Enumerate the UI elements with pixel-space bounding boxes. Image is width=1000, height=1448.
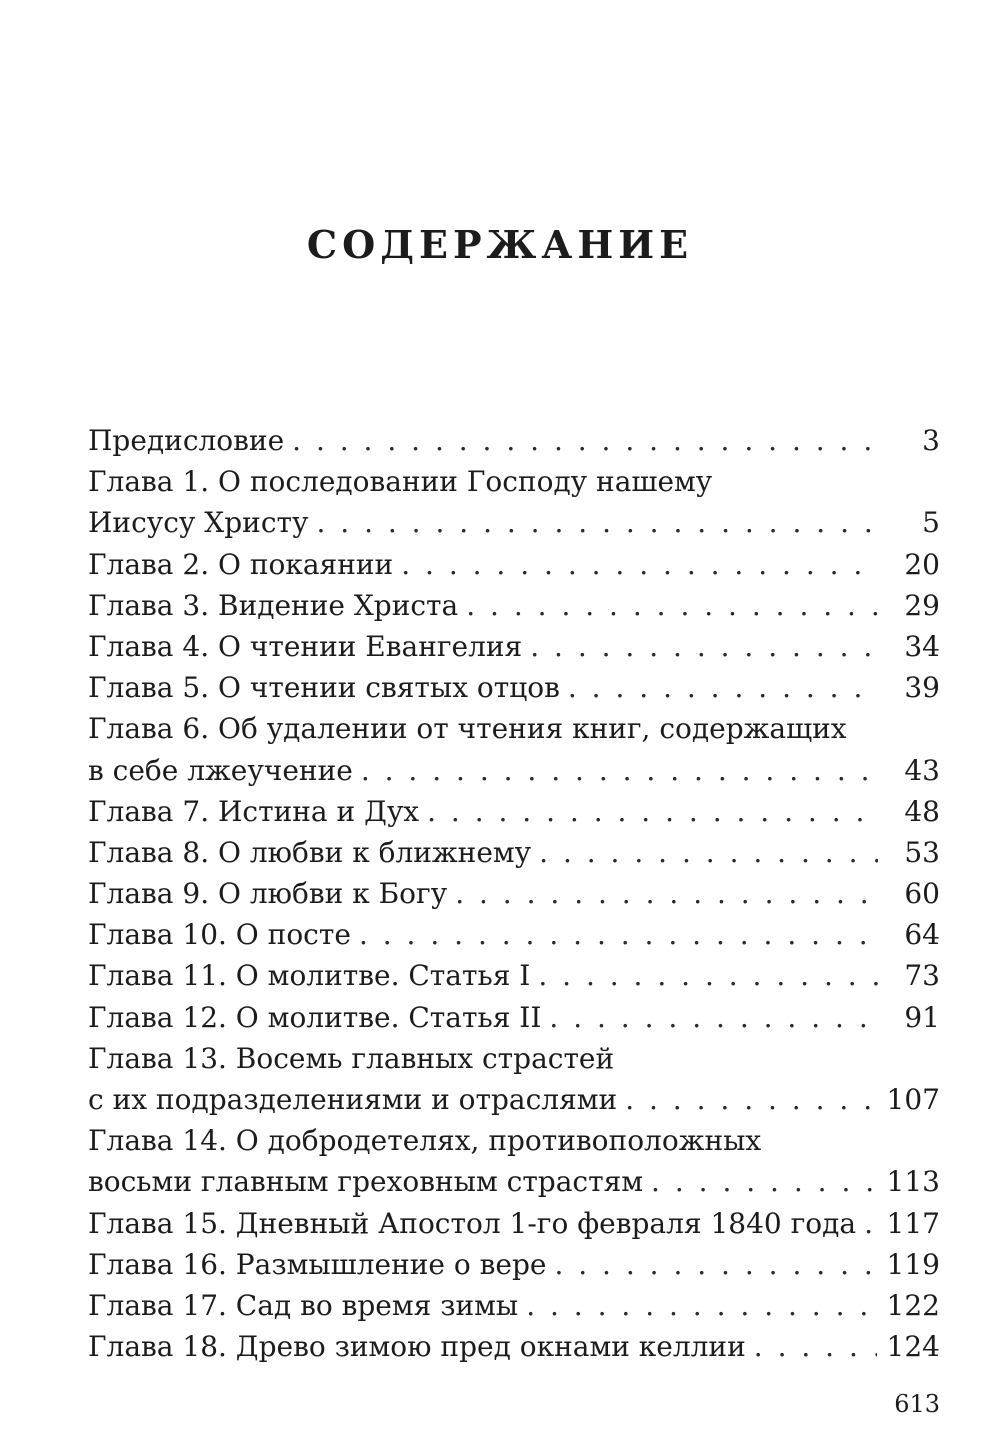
toc-entry-page: 124 [886, 1330, 940, 1364]
toc-entry [88, 1203, 940, 1244]
toc-entry-page: 117 [886, 1206, 940, 1240]
toc-entry-title: Глава 10. О посте [88, 918, 351, 952]
toc-entry [88, 502, 940, 543]
toc-entry-page: 29 [904, 588, 940, 622]
toc-entry-page: 119 [886, 1247, 940, 1281]
toc-entry-page: 3 [922, 424, 940, 457]
toc-entry-title: Глава 17. Сад во время зимы [88, 1288, 519, 1322]
dot-leader [292, 420, 878, 461]
dot-leader [455, 873, 878, 914]
toc-entry-page: 48 [904, 794, 940, 828]
dot-leader [427, 791, 878, 832]
dot-leader [549, 997, 878, 1038]
toc-entry-title: восьми главным греховным страстям [88, 1165, 644, 1199]
toc-entry-page: 73 [904, 959, 940, 993]
toc-entry-page: 113 [886, 1165, 940, 1199]
toc-entry [88, 1285, 940, 1326]
dot-leader [754, 1326, 877, 1367]
toc-entry-continued [88, 708, 940, 749]
toc-entry-page: 107 [886, 1083, 940, 1116]
toc-entry-page: 64 [904, 918, 940, 952]
toc-entry-continued [88, 1038, 940, 1079]
toc-entry-title: Глава 8. О любви к ближнему [88, 835, 532, 869]
toc-entry-continued [88, 461, 940, 502]
toc-entry [88, 750, 940, 791]
dot-leader [568, 667, 878, 708]
toc-entry-title: Глава 12. О молитве. Статья II [88, 1000, 542, 1034]
toc-entry-page: 60 [904, 877, 940, 911]
toc-entry [88, 585, 940, 626]
toc-entry-page: 34 [904, 629, 940, 663]
dot-leader [401, 544, 878, 585]
dot-leader [539, 832, 878, 873]
toc-entry-title: Глава 2. О покаянии [88, 547, 394, 581]
dot-leader [864, 1203, 876, 1244]
toc-entry-page: 43 [904, 753, 940, 787]
toc-entry [88, 1079, 940, 1120]
toc-entry-title: с их подразделениями и отраслями [88, 1083, 618, 1116]
page-number: 613 [894, 1390, 940, 1418]
toc-entry [88, 1326, 940, 1367]
dot-leader [466, 585, 878, 626]
toc-entry-title: Глава 13. Восемь главных страстей [88, 1041, 615, 1075]
toc-entry-title: Глава 14. О добродетелях, противоположных [88, 1124, 762, 1158]
toc-entry-page: 39 [904, 671, 940, 705]
toc-entry [88, 1244, 940, 1285]
dot-leader [538, 955, 878, 996]
toc-entry-page: 53 [904, 835, 940, 869]
toc-entry-title: Глава 7. Истина и Дух [88, 794, 420, 828]
page-title: СОДЕРЖАНИЕ [306, 222, 694, 267]
toc-entry-page: 91 [904, 1000, 940, 1034]
table-of-contents [88, 420, 940, 1367]
toc-entry-title: Глава 9. О любви к Богу [88, 877, 448, 911]
dot-leader [359, 914, 878, 955]
toc-entry [88, 667, 940, 708]
toc-entry [88, 1161, 940, 1202]
dot-leader [651, 1161, 877, 1202]
toc-entry-title: Глава 5. О чтении святых отцов [88, 671, 560, 705]
toc-entry [88, 544, 940, 585]
toc-entry-title: Глава 11. О молитве. Статья I [88, 959, 531, 993]
toc-entry [88, 832, 940, 873]
toc-entry-title: Глава 4. О чтении Евангелия [88, 629, 523, 663]
toc-entry-title: Глава 3. Видение Христа [88, 588, 459, 622]
toc-entry-title: Глава 6. Об удалении от чтения книг, содержащих [88, 712, 847, 746]
toc-entry-title: Глава 1. О последовании Господу нашему [88, 465, 713, 499]
dot-leader [316, 502, 878, 543]
dot-leader [554, 1244, 876, 1285]
dot-leader [625, 1079, 876, 1120]
toc-entry-continued [88, 1120, 940, 1161]
toc-entry-page: 122 [886, 1288, 940, 1322]
toc-entry-page: 5 [922, 506, 940, 540]
toc-entry [88, 914, 940, 955]
toc-entry-title: Глава 16. Размышление о вере [88, 1247, 547, 1281]
toc-entry [88, 997, 940, 1038]
dot-leader [361, 750, 878, 791]
toc-entry-title: Иисусу Христу [88, 506, 309, 540]
toc-entry-title: в себе лжеучение [88, 753, 353, 787]
toc-entry-page: 20 [904, 547, 940, 581]
toc-entry-title: Предисловие [88, 424, 285, 457]
toc-entry [88, 873, 940, 914]
dot-leader [530, 626, 878, 667]
toc-entry-title: Глава 15. Дневный Апостол 1-го февраля 1840 года [88, 1206, 857, 1240]
toc-entry [88, 420, 940, 461]
toc-entry [88, 955, 940, 996]
dot-leader [526, 1285, 876, 1326]
toc-entry-title: Глава 18. Древо зимою пред окнами келлии [88, 1330, 746, 1364]
toc-entry [88, 626, 940, 667]
toc-entry [88, 791, 940, 832]
